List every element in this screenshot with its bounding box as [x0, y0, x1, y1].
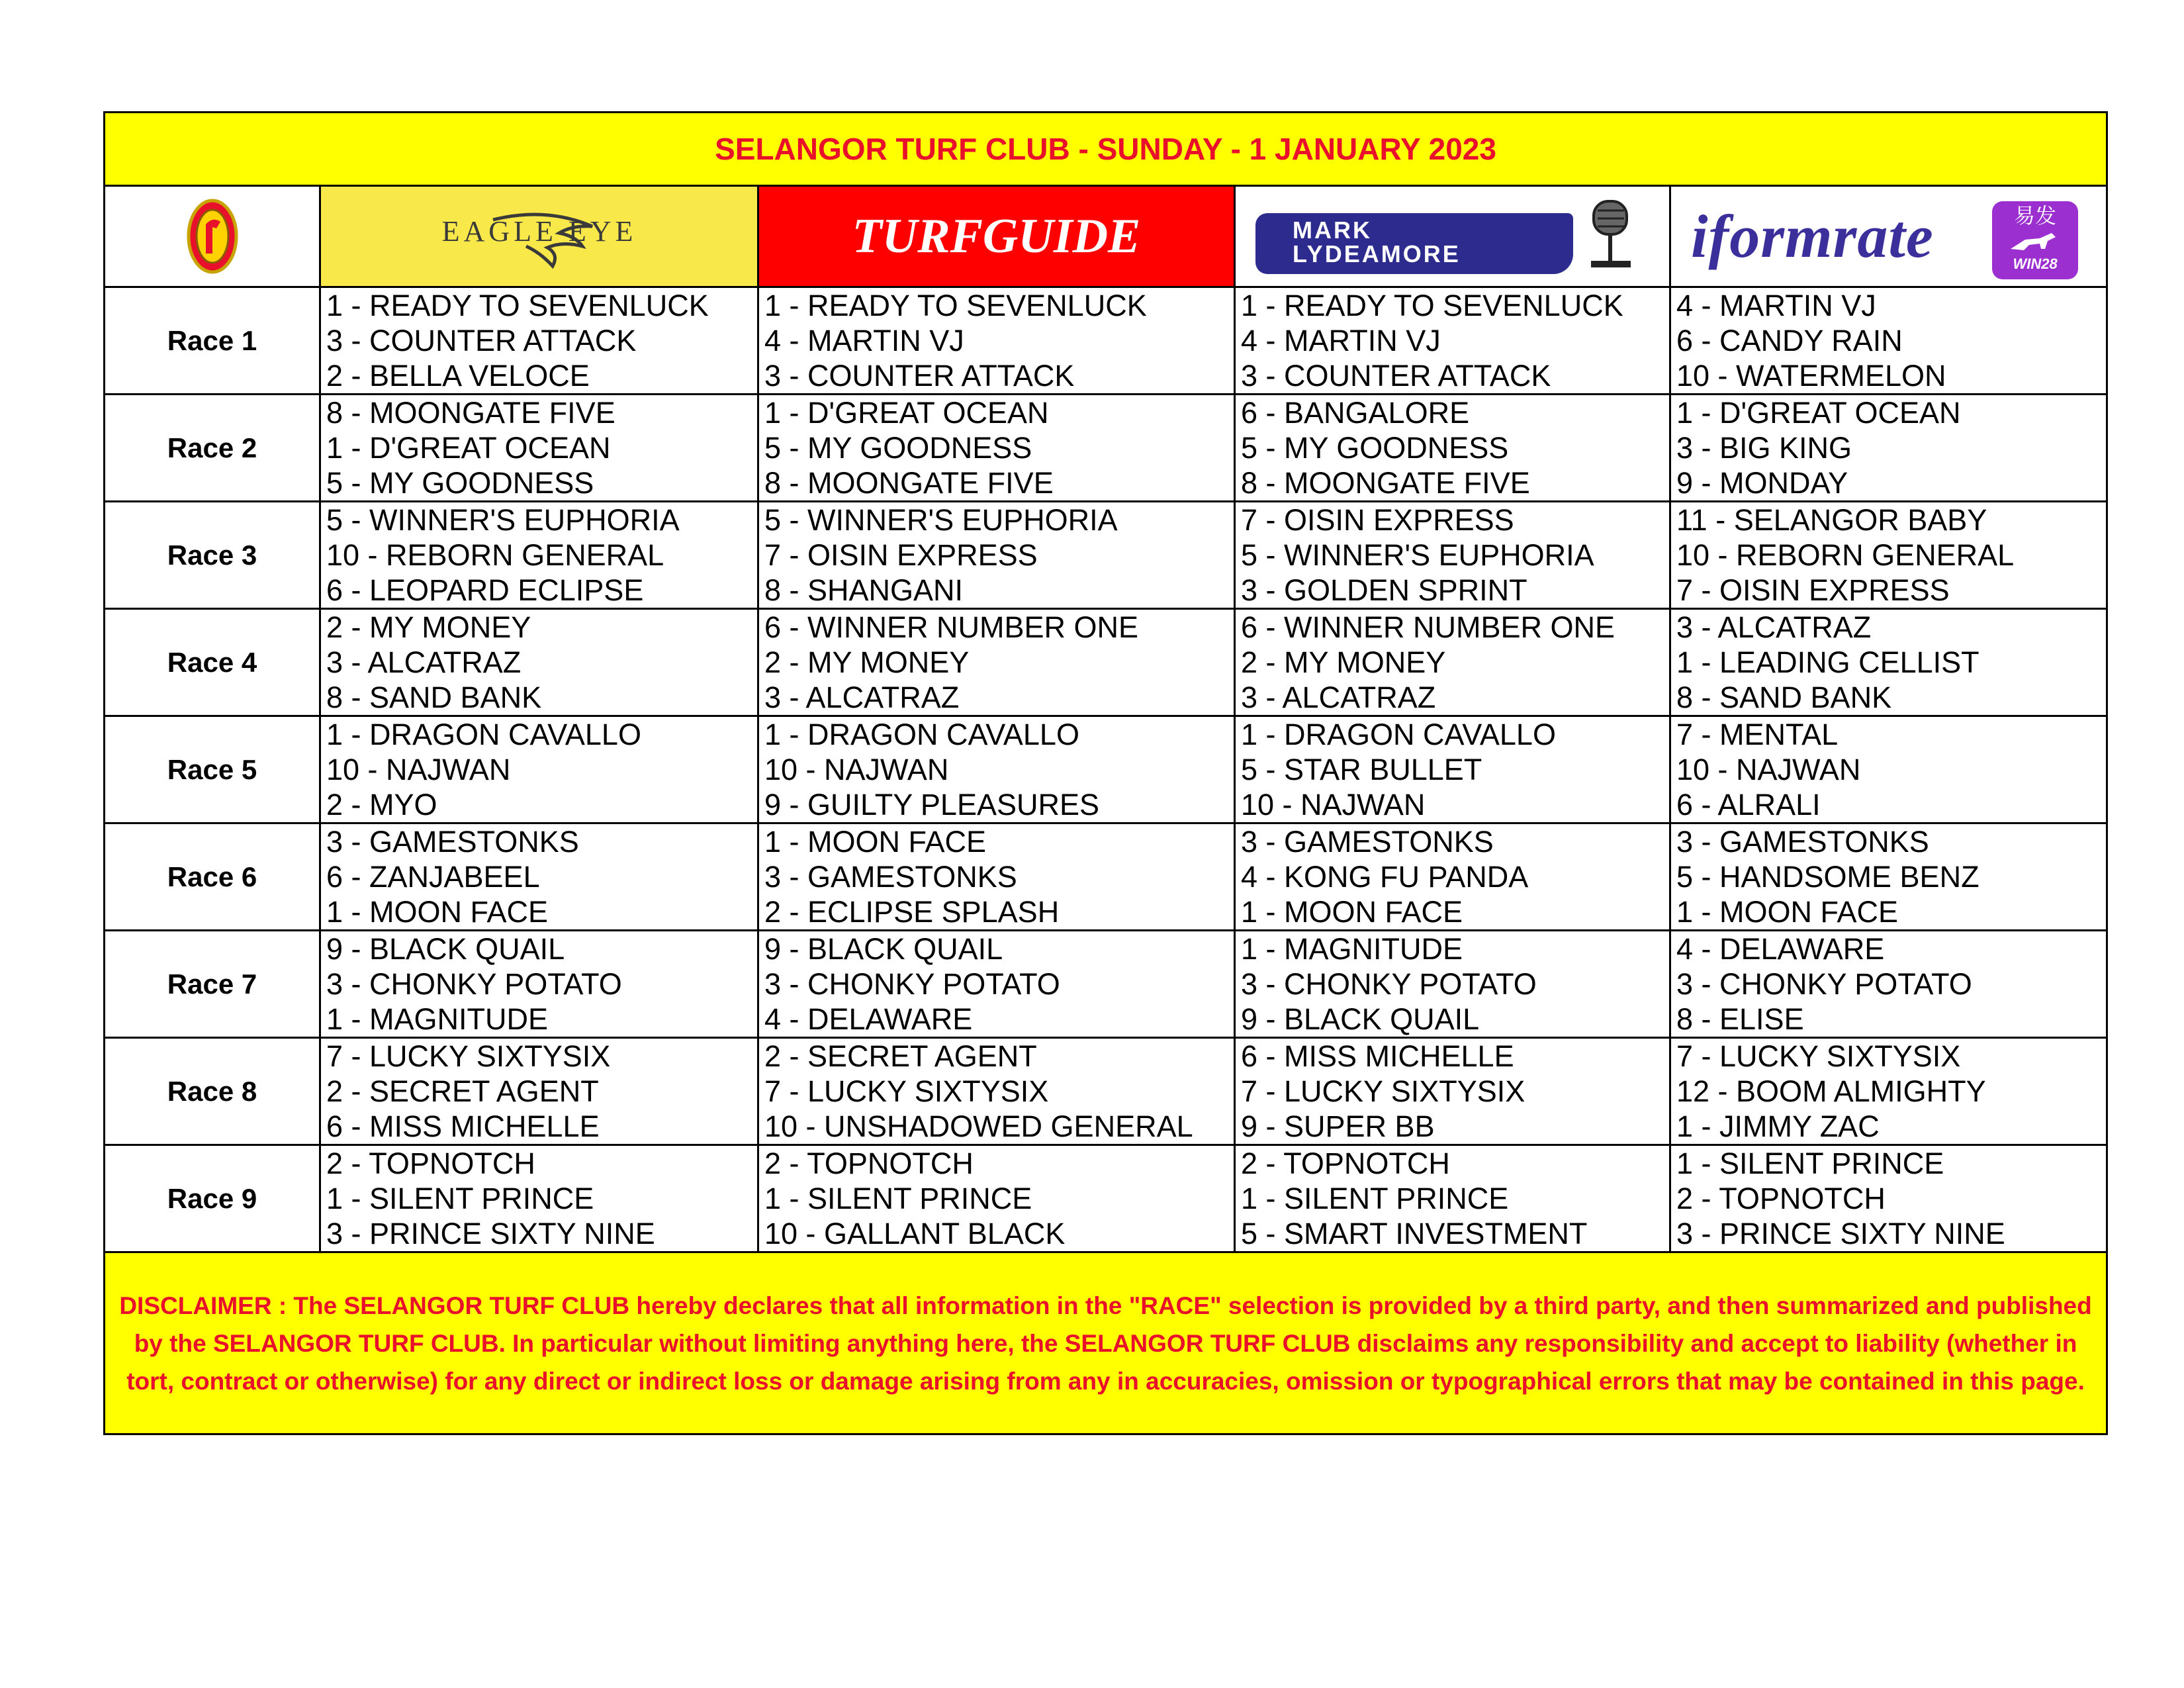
tipster-picks-cell — [320, 609, 758, 716]
tipster-picks-cell — [1670, 287, 2107, 395]
horse-pick: 1 - SILENT PRINCE — [1676, 1147, 1944, 1180]
tipster-picks-cell — [758, 1038, 1235, 1145]
horse-pick: 3 - BIG KING — [1676, 431, 1852, 465]
horse-pick: 9 - BLACK QUAIL — [764, 932, 1003, 966]
horse-pick: 2 - TOPNOTCH — [1676, 1182, 1886, 1215]
horse-pick: 2 - MYO — [326, 788, 437, 821]
horse-pick: 5 - MY GOODNESS — [1241, 431, 1509, 465]
tipster-logo-row — [105, 186, 2107, 287]
horse-pick: 10 - NAJWAN — [1676, 753, 1861, 786]
horse-pick: 3 - COUNTER ATTACK — [1241, 359, 1551, 393]
horse-pick: 10 - WATERMELON — [1676, 359, 1946, 393]
race-label: Race 4 — [105, 609, 320, 716]
horse-pick: 3 - GAMESTONKS — [326, 825, 579, 859]
tipster-picks-cell — [1235, 287, 1670, 395]
tipster-picks-cell — [1670, 1038, 2107, 1145]
horse-pick: 3 - CHONKY POTATO — [1241, 967, 1537, 1001]
horse-pick: 5 - MY GOODNESS — [764, 431, 1032, 465]
horse-pick: 1 - READY TO SEVENLUCK — [764, 289, 1147, 322]
horse-pick: 6 - CANDY RAIN — [1676, 324, 1903, 357]
horse-pick: 3 - CHONKY POTATO — [326, 967, 622, 1001]
eagle-eye-logo-cell — [320, 186, 758, 287]
tipster-picks-cell — [1235, 502, 1670, 609]
mark-badge-line-2: LYDEAMORE — [1293, 240, 1461, 267]
club-crest-icon — [186, 198, 239, 275]
microphone-icon — [1565, 199, 1651, 271]
horse-pick: 3 - GOLDEN SPRINT — [1241, 573, 1527, 607]
horse-pick: 2 - MY MONEY — [326, 610, 531, 644]
horse-pick: 1 - D'GREAT OCEAN — [764, 396, 1049, 430]
horse-pick: 6 - MISS MICHELLE — [1241, 1039, 1514, 1073]
eagle-eye-text: EAGLE EYE — [441, 215, 637, 248]
win28-badge — [1992, 201, 2078, 279]
horse-pick: 6 - WINNER NUMBER ONE — [764, 610, 1139, 644]
tipster-picks-cell — [1670, 931, 2107, 1038]
tipster-picks-cell — [1670, 823, 2107, 931]
tipster-picks-cell — [1670, 1145, 2107, 1252]
horse-pick: 4 - KONG FU PANDA — [1241, 860, 1529, 894]
horse-pick: 7 - OISIN EXPRESS — [1241, 503, 1514, 537]
horse-pick: 5 - WINNER'S EUPHORIA — [1241, 538, 1594, 572]
horse-pick: 1 - DRAGON CAVALLO — [326, 718, 641, 751]
horse-pick: 1 - MAGNITUDE — [1241, 932, 1463, 966]
horse-pick: 4 - DELAWARE — [1676, 932, 1885, 966]
tipster-picks-cell — [758, 823, 1235, 931]
tipster-picks-cell — [320, 1145, 758, 1252]
horse-pick: 1 - LEADING CELLIST — [1676, 645, 1979, 679]
tipster-picks-cell — [320, 287, 758, 395]
mark-lydeamore-logo-cell — [1235, 186, 1670, 287]
horse-pick: 6 - MISS MICHELLE — [326, 1109, 600, 1143]
horse-pick: 2 - TOPNOTCH — [1241, 1147, 1450, 1180]
race-label: Race 2 — [105, 395, 320, 502]
horse-pick: 6 - ZANJABEEL — [326, 860, 540, 894]
horse-pick: 12 - BOOM ALMIGHTY — [1676, 1074, 1986, 1108]
horse-pick: 6 - WINNER NUMBER ONE — [1241, 610, 1615, 644]
horse-pick: 3 - COUNTER ATTACK — [764, 359, 1075, 393]
horse-pick: 1 - MOON FACE — [1676, 895, 1899, 929]
race-row — [105, 502, 2107, 609]
horse-pick: 5 - HANDSOME BENZ — [1676, 860, 1979, 894]
horse-pick: 1 - MOON FACE — [764, 825, 987, 859]
horse-pick: 6 - LEOPARD ECLIPSE — [326, 573, 644, 607]
horse-pick: 1 - SILENT PRINCE — [764, 1182, 1032, 1215]
horse-pick: 7 - LUCKY SIXTYSIX — [764, 1074, 1049, 1108]
horse-pick: 10 - GALLANT BLACK — [764, 1217, 1066, 1250]
horse-pick: 3 - PRINCE SIXTY NINE — [326, 1217, 655, 1250]
horse-pick: 3 - GAMESTONKS — [1676, 825, 1929, 859]
horse-pick: 2 - SECRET AGENT — [326, 1074, 599, 1108]
horse-pick: 3 - CHONKY POTATO — [764, 967, 1060, 1001]
horse-pick: 8 - ELISE — [1676, 1002, 1804, 1036]
horse-pick: 9 - BLACK QUAIL — [1241, 1002, 1480, 1036]
tipster-picks-cell — [758, 395, 1235, 502]
race-row — [105, 609, 2107, 716]
tipster-picks-cell — [1235, 1038, 1670, 1145]
tipster-picks-cell — [758, 609, 1235, 716]
race-label: Race 7 — [105, 931, 320, 1038]
tipster-picks-cell — [1235, 609, 1670, 716]
tipster-picks-cell — [758, 1145, 1235, 1252]
horse-pick: 1 - DRAGON CAVALLO — [764, 718, 1079, 751]
horse-pick: 1 - SILENT PRINCE — [1241, 1182, 1509, 1215]
horse-pick: 1 - D'GREAT OCEAN — [1676, 396, 1961, 430]
horse-pick: 2 - BELLA VELOCE — [326, 359, 590, 393]
horse-pick: 3 - GAMESTONKS — [764, 860, 1017, 894]
horse-pick: 6 - ALRALI — [1676, 788, 1821, 821]
horse-pick: 3 - COUNTER ATTACK — [326, 324, 637, 357]
selections-table — [103, 111, 2108, 1435]
tipster-picks-cell — [758, 287, 1235, 395]
tipster-picks-cell — [1235, 395, 1670, 502]
horse-pick: 9 - BLACK QUAIL — [326, 932, 565, 966]
horse-pick: 10 - REBORN GENERAL — [326, 538, 664, 572]
tipster-picks-cell — [1670, 609, 2107, 716]
horse-pick: 7 - OISIN EXPRESS — [764, 538, 1038, 572]
tipster-picks-cell — [320, 823, 758, 931]
horse-pick: 5 - SMART INVESTMENT — [1241, 1217, 1588, 1250]
horse-pick: 10 - NAJWAN — [1241, 788, 1426, 821]
turfguide-logo-cell — [758, 186, 1235, 287]
horse-pick: 5 - WINNER'S EUPHORIA — [764, 503, 1118, 537]
horse-pick: 7 - LUCKY SIXTYSIX — [1676, 1039, 1961, 1073]
horse-pick: 6 - BANGALORE — [1241, 396, 1470, 430]
win28-chinese-text: 易发 — [2014, 203, 2057, 228]
horse-pick: 8 - SAND BANK — [326, 680, 542, 714]
horse-pick: 3 - ALCATRAZ — [1676, 610, 1872, 644]
horse-pick: 4 - MARTIN VJ — [764, 324, 964, 357]
horse-pick: 8 - SHANGANI — [764, 573, 964, 607]
race-row — [105, 716, 2107, 823]
race-label: Race 6 — [105, 823, 320, 931]
tipster-picks-cell — [758, 502, 1235, 609]
horse-pick: 5 - WINNER'S EUPHORIA — [326, 503, 680, 537]
horse-pick: 10 - NAJWAN — [326, 753, 511, 786]
mark-badge-line-1: MARK — [1293, 216, 1372, 244]
horse-pick: 5 - STAR BULLET — [1241, 753, 1482, 786]
horse-pick: 1 - JIMMY ZAC — [1676, 1109, 1880, 1143]
race-label: Race 1 — [105, 287, 320, 395]
horse-pick: 1 - READY TO SEVENLUCK — [1241, 289, 1623, 322]
tipster-picks-cell — [1235, 931, 1670, 1038]
horse-pick: 9 - SUPER BB — [1241, 1109, 1435, 1143]
horse-pick: 10 - NAJWAN — [764, 753, 949, 786]
race-row — [105, 1145, 2107, 1252]
horse-pick: 4 - MARTIN VJ — [1241, 324, 1441, 357]
tipster-picks-cell — [758, 931, 1235, 1038]
horse-pick: 3 - CHONKY POTATO — [1676, 967, 1972, 1001]
horse-pick: 1 - MAGNITUDE — [326, 1002, 549, 1036]
race-row — [105, 1038, 2107, 1145]
horse-pick: 5 - MY GOODNESS — [326, 466, 594, 500]
eagle-eye-logo — [394, 200, 685, 273]
race-label: Race 5 — [105, 716, 320, 823]
iformrate-logo-text: iformrate — [1691, 203, 1934, 270]
horse-pick: 1 - D'GREAT OCEAN — [326, 431, 611, 465]
race-row — [105, 931, 2107, 1038]
horse-pick: 9 - GUILTY PLEASURES — [764, 788, 1100, 821]
horse-pick: 2 - MY MONEY — [764, 645, 970, 679]
horse-pick: 2 - MY MONEY — [1241, 645, 1446, 679]
horse-pick: 7 - OISIN EXPRESS — [1676, 573, 1950, 607]
horse-pick: 10 - UNSHADOWED GENERAL — [764, 1109, 1193, 1143]
horse-pick: 7 - MENTAL — [1676, 718, 1839, 751]
tipster-picks-cell — [320, 395, 758, 502]
tipster-picks-cell — [758, 716, 1235, 823]
horse-pick: 8 - SAND BANK — [1676, 680, 1892, 714]
iformrate-logo-cell — [1670, 186, 2107, 287]
horse-pick: 1 - MOON FACE — [1241, 895, 1463, 929]
race-label: Race 3 — [105, 502, 320, 609]
horse-pick: 3 - PRINCE SIXTY NINE — [1676, 1217, 2005, 1250]
tipster-picks-cell — [320, 716, 758, 823]
horse-pick: 4 - MARTIN VJ — [1676, 289, 1876, 322]
tipster-picks-cell — [1235, 716, 1670, 823]
club-logo-cell — [105, 186, 320, 287]
horse-pick: 8 - MOONGATE FIVE — [326, 396, 615, 430]
race-label: Race 9 — [105, 1145, 320, 1252]
horse-pick: 11 - SELANGOR BABY — [1676, 503, 1987, 537]
horse-pick: 2 - SECRET AGENT — [764, 1039, 1037, 1073]
tipster-picks-cell — [1235, 1145, 1670, 1252]
race-label: Race 8 — [105, 1038, 320, 1145]
horse-pick: 3 - ALCATRAZ — [764, 680, 960, 714]
horse-pick: 1 - SILENT PRINCE — [326, 1182, 594, 1215]
mark-lydeamore-badge — [1255, 213, 1573, 274]
horse-pick: 7 - LUCKY SIXTYSIX — [1241, 1074, 1525, 1108]
horse-pick: 2 - TOPNOTCH — [326, 1147, 535, 1180]
horse-pick: 1 - MOON FACE — [326, 895, 549, 929]
horse-pick: 1 - DRAGON CAVALLO — [1241, 718, 1556, 751]
horse-pick: 1 - READY TO SEVENLUCK — [326, 289, 709, 322]
horse-pick: 9 - MONDAY — [1676, 466, 1848, 500]
racehorse-icon — [2005, 230, 2065, 253]
race-row — [105, 287, 2107, 395]
horse-pick: 4 - DELAWARE — [764, 1002, 973, 1036]
tipster-picks-cell — [1670, 716, 2107, 823]
tipster-picks-cell — [1670, 502, 2107, 609]
race-row — [105, 823, 2107, 931]
disclaimer-text: DISCLAIMER : The SELANGOR TURF CLUB hereby declares that all information in the "RACE" selection is provided by a third party, and then summarized and published by the SELANGOR TURF CLUB. In particular without limiting anything here, the SELANGOR TURF CLUB disclaims any responsibility and accept to liability (whether in tort, contract or otherwise) for any direct or indirect loss or damage arising from any in accuracies, omission or typographical errors that may be contained in this page. — [105, 1252, 2107, 1434]
tipster-picks-cell — [320, 931, 758, 1038]
horse-pick: 3 - ALCATRAZ — [326, 645, 522, 679]
horse-pick: 8 - MOONGATE FIVE — [764, 466, 1054, 500]
race-row — [105, 395, 2107, 502]
turfguide-logo-text: TURFGUIDE — [852, 209, 1141, 263]
tipster-picks-cell — [320, 1038, 758, 1145]
horse-pick: 7 - LUCKY SIXTYSIX — [326, 1039, 611, 1073]
page-title: SELANGOR TURF CLUB - SUNDAY - 1 JANUARY 2023 — [105, 113, 2107, 186]
horse-pick: 3 - GAMESTONKS — [1241, 825, 1494, 859]
tipster-picks-cell — [1235, 823, 1670, 931]
tipster-picks-cell — [320, 502, 758, 609]
horse-pick: 10 - REBORN GENERAL — [1676, 538, 2015, 572]
win28-text: WIN28 — [2013, 256, 2058, 272]
horse-pick: 3 - ALCATRAZ — [1241, 680, 1436, 714]
horse-pick: 8 - MOONGATE FIVE — [1241, 466, 1530, 500]
horse-pick: 2 - ECLIPSE SPLASH — [764, 895, 1060, 929]
horse-pick: 2 - TOPNOTCH — [764, 1147, 974, 1180]
tipster-picks-cell — [1670, 395, 2107, 502]
